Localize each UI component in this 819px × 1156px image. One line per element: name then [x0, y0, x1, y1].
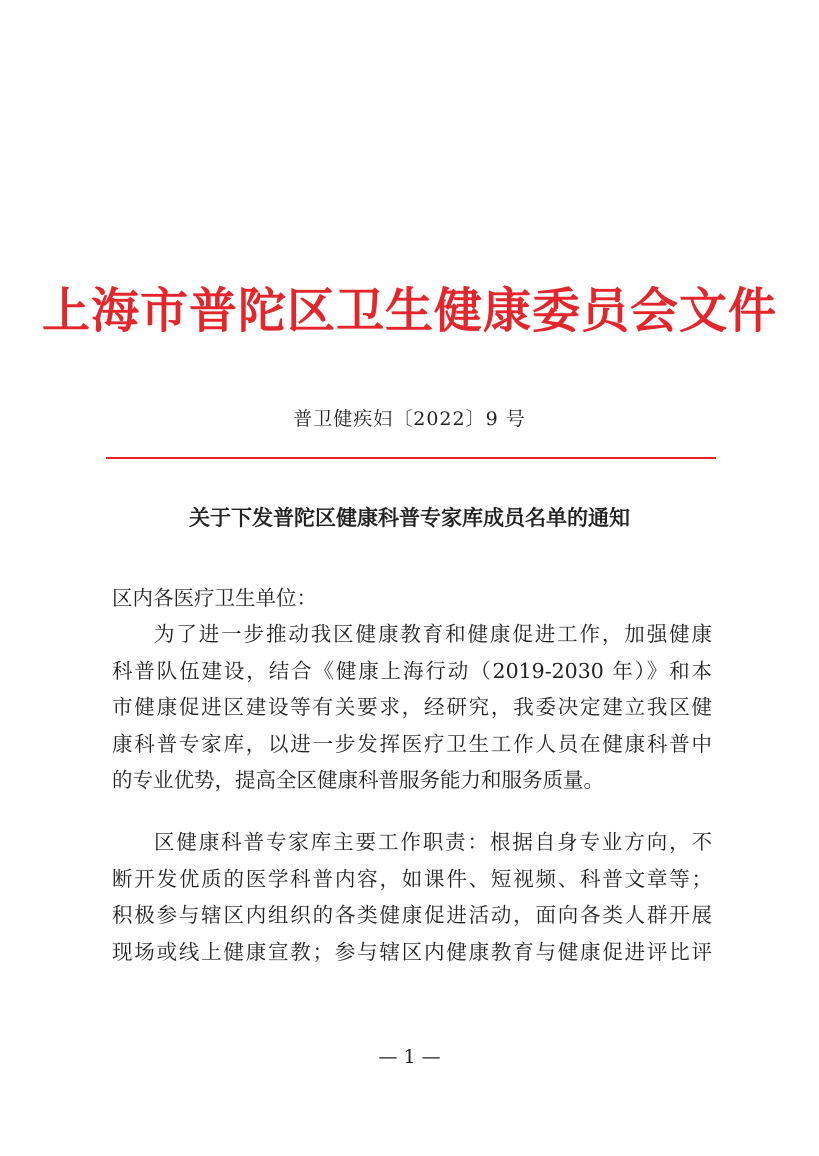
paragraph-line: 断开发优质的医学科普内容，如课件、短视频、科普文章等；: [112, 866, 712, 891]
salutation: [112, 580, 712, 617]
paragraph-2: [112, 824, 712, 970]
paragraph-line: 科普队伍建设，结合《健康上海行动（2019-2030 年）》和本: [112, 658, 712, 683]
red-divider-line: [106, 457, 716, 459]
document-number: 普卫健疾妇〔2022〕9 号: [293, 408, 526, 430]
paragraph-line: 康科普专家库，以进一步发挥医疗卫生工作人员在健康科普中: [112, 731, 712, 756]
paragraph-line: 为了进一步推动我区健康教育和健康促进工作，加强健康: [154, 622, 712, 646]
paragraph-line: 区健康科普专家库主要工作职责：根据自身专业方向，不: [154, 830, 712, 854]
issuing-organization-header: 上海市普陀区卫生健康委员会文件: [41, 283, 777, 339]
document-title: 关于下发普陀区健康科普专家库成员名单的通知: [189, 506, 630, 530]
salutation-text: 区内各医疗卫生单位：: [112, 586, 317, 610]
paragraph-line: 市健康促进区建设等有关要求，经研究，我委决定建立我区健: [112, 695, 712, 719]
paragraph-1: [112, 616, 712, 799]
page-number: — 1 —: [378, 1046, 441, 1068]
paragraph-line: 积极参与辖区内组织的各类健康促进活动，面向各类人群开展: [112, 903, 712, 927]
paragraph-line: 的专业优势，提高全区健康科普服务能力和服务质量。: [112, 768, 604, 792]
paragraph-line: 现场或线上健康宣教；参与辖区内健康教育与健康促进评比评: [112, 939, 712, 964]
